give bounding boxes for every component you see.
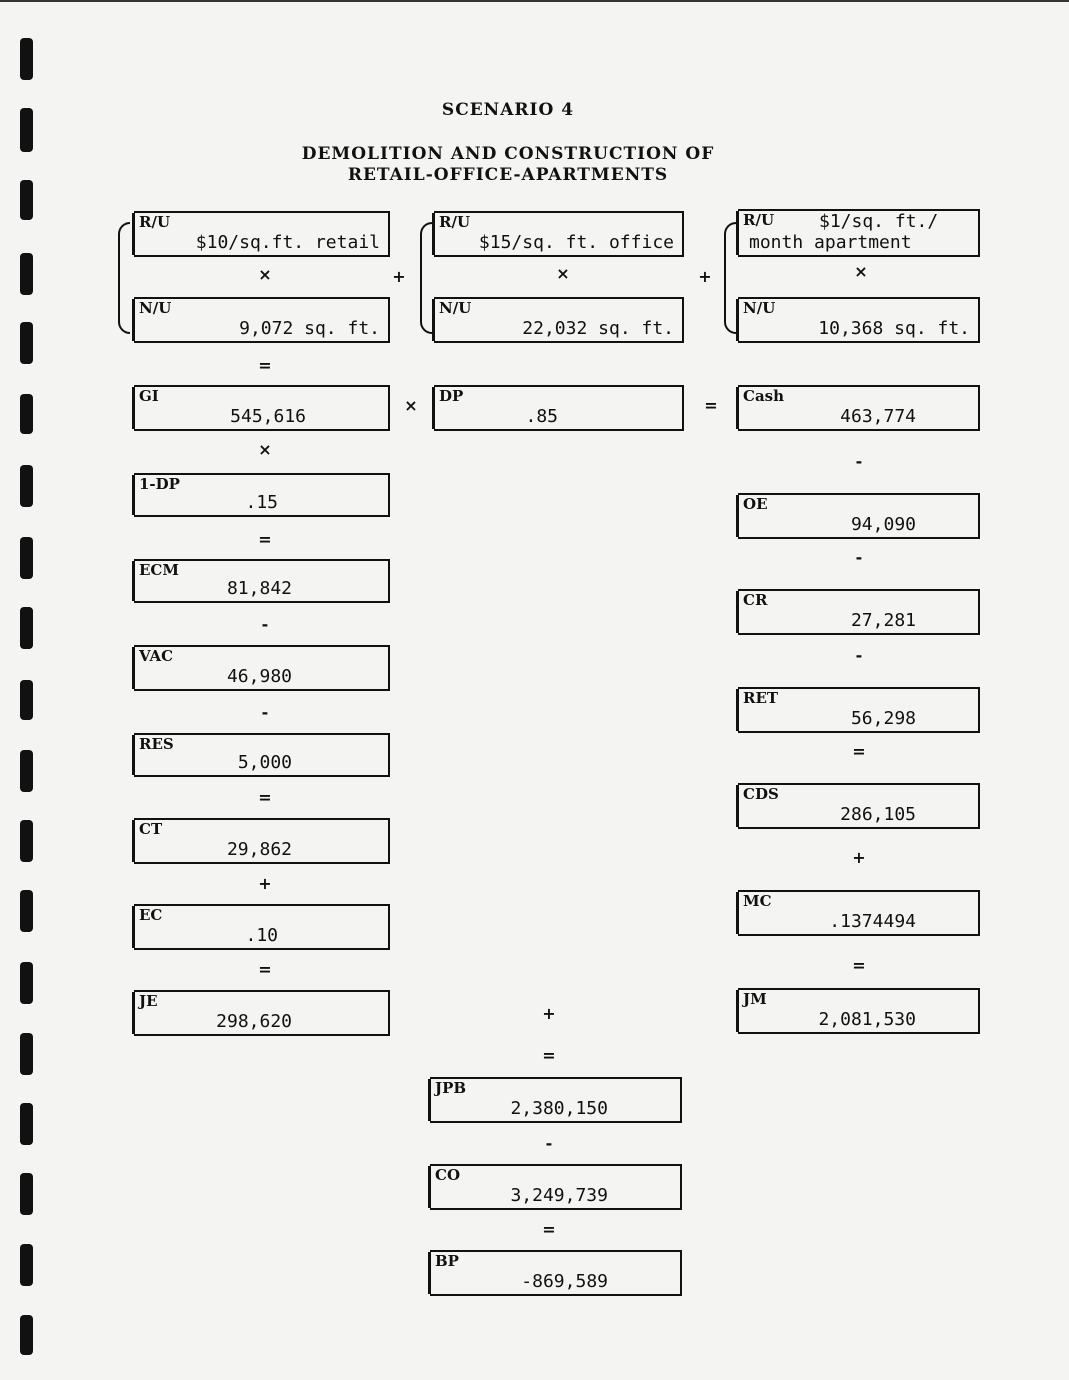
equals-operator: = [258,960,272,979]
mc-value: .1374494 [829,911,916,932]
retail-brace [118,222,130,334]
bp-value: -869,589 [521,1271,608,1292]
equals-operator: = [704,396,718,415]
vac-label: VAC [139,647,174,665]
dp-box [434,385,684,431]
minus-operator: - [545,1134,553,1153]
oe-value: 94,090 [850,514,916,535]
cr-value: 27,281 [850,610,916,631]
binder-mark [20,890,33,932]
times-operator: × [258,440,272,459]
equals-operator: = [258,356,272,375]
binder-mark [20,253,33,295]
equals-operator: = [852,742,866,761]
je-value: 298,620 [216,1011,292,1032]
jpb-value: 2,380,150 [510,1098,608,1119]
co-value: 3,249,739 [510,1185,608,1206]
retail-ru-value: $10/sq.ft. retail [195,232,380,253]
co-label: CO [435,1166,461,1184]
apartment-ru-box [738,209,980,257]
office-ru-value: $15/sq. ft. office [478,232,674,253]
ct-box [134,818,390,864]
vac-box [134,645,390,691]
office-nu-label: N/U [439,299,472,317]
apartment-nu-label: N/U [743,299,776,317]
minus-operator: - [261,615,269,634]
apartment-ru-value-line1: $1/sq. ft./ [819,211,939,232]
one-minus-dp-label: 1-DP [139,475,180,493]
binder-mark [20,465,33,507]
cash-value: 463,774 [840,406,916,427]
plus-operator: + [542,1004,556,1023]
equals-operator: = [258,530,272,549]
apartment-ru-label: R/U [743,211,775,229]
retail-nu-label: N/U [139,299,172,317]
binder-mark [20,322,33,364]
ecm-label: ECM [139,561,179,579]
binder-mark [20,1103,33,1145]
binder-mark [20,537,33,579]
times-operator: × [404,396,418,415]
equals-operator: = [852,956,866,975]
office-nu-value: 22,032 sq. ft. [522,318,674,339]
jm-label: JM [743,990,767,1008]
jpb-label: JPB [435,1079,467,1097]
one-minus-dp-box [134,473,390,517]
plus-operator: + [392,267,406,286]
office-ru-label: R/U [439,213,471,231]
binder-mark [20,607,33,649]
equals-operator: = [542,1046,556,1065]
oe-label: OE [743,495,768,513]
jpb-box [430,1077,682,1123]
document-title-line2: RETAIL-OFFICE-APARTMENTS [347,165,669,185]
apartment-nu-value: 10,368 sq. ft. [818,318,970,339]
binder-mark [20,962,33,1004]
apartment-ru-value-line2: month apartment [749,232,912,253]
ecm-value: 81,842 [226,578,292,599]
retail-nu-value: 9,072 sq. ft. [239,318,380,339]
minus-operator: - [855,646,863,665]
office-nu-box [434,297,684,343]
minus-operator: - [855,548,863,567]
cr-label: CR [743,591,768,609]
bp-label: BP [435,1252,459,1270]
minus-operator: - [855,452,863,471]
retail-ru-box [134,211,390,257]
plus-operator: + [698,267,712,286]
je-box [134,990,390,1036]
apartment-nu-box [738,297,980,343]
equals-operator: = [258,788,272,807]
binder-mark [20,38,33,80]
binder-mark [20,1315,33,1355]
binder-mark [20,750,33,792]
minus-operator: - [261,703,269,722]
mc-box [738,890,980,936]
dp-label: DP [439,387,464,405]
ec-value: .10 [245,925,278,946]
equals-operator: = [542,1220,556,1239]
ct-value: 29,862 [226,839,292,860]
binder-mark [20,820,33,862]
scenario-title: SCENARIO 4 [441,100,575,120]
mc-label: MC [743,892,772,910]
retail-nu-box [134,297,390,343]
res-value: 5,000 [237,752,292,773]
one-minus-dp-value: .15 [245,492,278,513]
vac-value: 46,980 [226,666,292,687]
binder-mark [20,1173,33,1215]
cds-box [738,783,980,829]
binder-mark [20,680,33,720]
office-ru-box [434,211,684,257]
jm-box [738,988,980,1034]
times-operator: × [258,265,272,284]
binder-mark [20,394,33,434]
times-operator: × [854,262,868,281]
plus-operator: + [852,848,866,867]
document-title-line1: DEMOLITION AND CONSTRUCTION OF [301,144,715,164]
binder-mark [20,1244,33,1286]
cr-box [738,589,980,635]
apartment-brace [724,222,736,334]
gi-box [134,385,390,431]
ec-box [134,904,390,950]
ret-label: RET [743,689,779,707]
cds-label: CDS [743,785,779,803]
cash-box [738,385,980,431]
res-label: RES [139,735,174,753]
co-box [430,1164,682,1210]
gi-label: GI [139,387,159,405]
ec-label: EC [139,906,163,924]
retail-ru-label: R/U [139,213,171,231]
ct-label: CT [139,820,163,838]
times-operator: × [556,264,570,283]
plus-operator: + [258,874,272,893]
res-box [134,733,390,777]
cds-value: 286,105 [840,804,916,825]
ecm-box [134,559,390,603]
page-top-border [0,0,1069,2]
jm-value: 2,081,530 [818,1009,916,1030]
office-brace [420,222,432,334]
binder-mark [20,180,33,220]
oe-box [738,493,980,539]
dp-value: .85 [525,406,558,427]
gi-value: 545,616 [230,406,306,427]
bp-box [430,1250,682,1296]
cash-label: Cash [743,387,785,405]
binder-mark [20,1033,33,1075]
ret-value: 56,298 [850,708,916,729]
je-label: JE [139,992,158,1010]
ret-box [738,687,980,733]
